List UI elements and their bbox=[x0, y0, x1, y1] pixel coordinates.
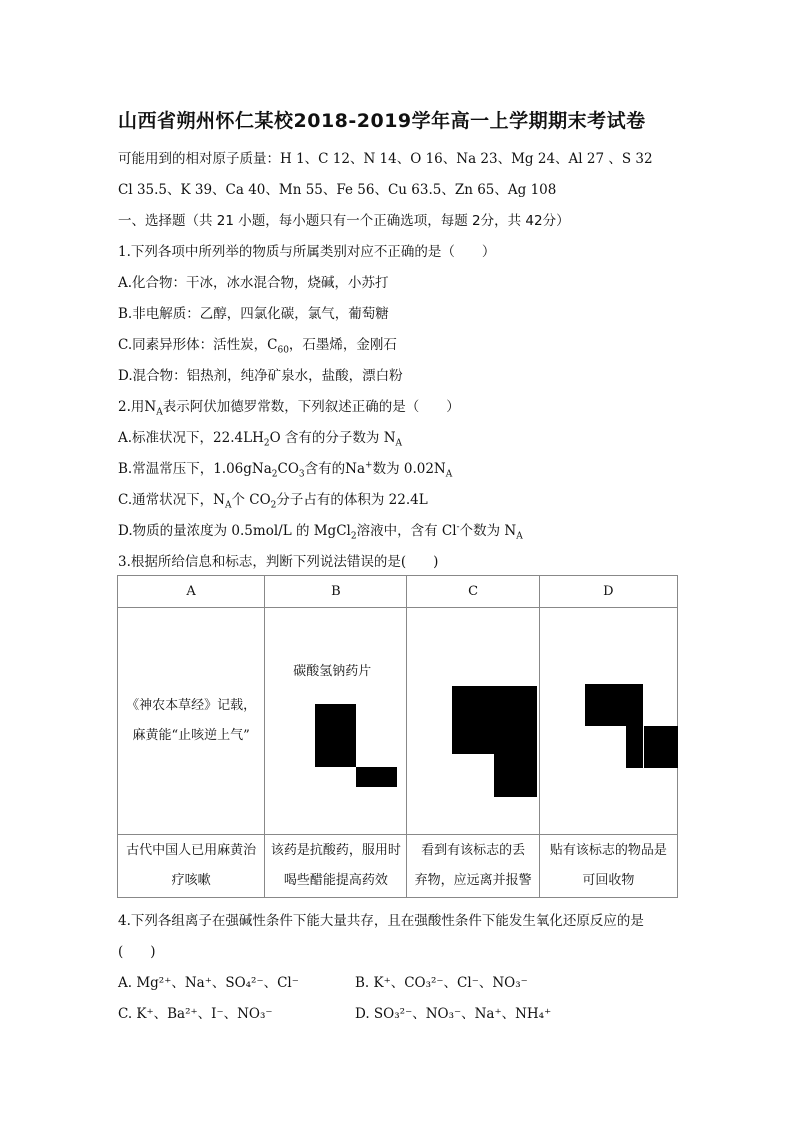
q3-caption-c-1: 看到有该标志的丢 bbox=[421, 843, 526, 858]
q3-caption-a-1: 古代中国人已用麻黄治 bbox=[126, 843, 257, 858]
q2-option-b bbox=[118, 457, 452, 480]
q3-caption-row bbox=[118, 835, 678, 898]
q3-header-b: B bbox=[265, 576, 407, 608]
atomic-mass-line-1: 可能用到的相对原子质量：H 1、C 12、N 14、O 16、Na 23、Mg 24、Al 27 、S 32 bbox=[118, 151, 653, 167]
q2-d-pre: D.物质的量浓度为 0.5mol/L 的 MgCl bbox=[118, 523, 351, 539]
q1-stem: 1.下列各项中所列举的物质与所属类别对应不正确的是（ ） bbox=[118, 244, 496, 260]
q2-b-mid3: 数为 0.02N bbox=[372, 461, 446, 477]
section-heading: 一、选择题（共 21 小题，每小题只有一个正确选项，每题 2分，共 42分） bbox=[118, 213, 570, 229]
q1-option-d: D.混合物：铝热剂，纯净矿泉水，盐酸，漂白粉 bbox=[118, 368, 403, 384]
q3-header-row bbox=[118, 576, 678, 608]
q2-b-sup: + bbox=[365, 460, 373, 471]
q3-d-image-block-2 bbox=[626, 726, 643, 768]
q3-a-text-2: 麻黄能“止咳逆上气” bbox=[132, 728, 250, 743]
q2-b-mid1: CO bbox=[277, 461, 299, 477]
q3-stem: 3.根据所给信息和标志，判断下列说法错误的是( ) bbox=[118, 554, 439, 570]
q3-cell-a-image bbox=[118, 608, 265, 835]
q2-stem bbox=[118, 395, 460, 418]
q2-a-sub2: A bbox=[395, 438, 403, 449]
q2-option-c bbox=[118, 488, 428, 511]
q4-paren: ( ) bbox=[118, 944, 156, 960]
q4-option-c: C. K⁺、Ba²⁺、I⁻、NO₃⁻ bbox=[118, 1006, 273, 1022]
q4-option-a: A. Mg²⁺、Na⁺、SO₄²⁻、Cl⁻ bbox=[118, 975, 299, 991]
q2-a-pre: A.标准状况下，22.4LH bbox=[118, 430, 264, 446]
q2-a-mid: O 含有的分子数为 N bbox=[269, 430, 396, 446]
q2-c-post: 分子占有的体积为 22.4L bbox=[276, 492, 428, 508]
q4-option-d: D. SO₃²⁻、NO₃⁻、Na⁺、NH₄⁺ bbox=[355, 1006, 552, 1022]
q2-d-sup: - bbox=[456, 522, 460, 533]
q2-b-sub1: 2 bbox=[271, 469, 278, 480]
q3-c-image-block-1 bbox=[452, 686, 537, 754]
q2-b-sub3: A bbox=[445, 469, 453, 480]
q3-header-d: D bbox=[539, 576, 677, 608]
q2-d-sub: 2 bbox=[350, 531, 357, 542]
atomic-mass-line-2: Cl 35.5、K 39、Ca 40、Mn 55、Fe 56、Cu 63.5、Zn 65、Ag 108 bbox=[118, 182, 557, 198]
q2-d-sub2: A bbox=[516, 531, 523, 542]
q2-c-pre: C.通常状况下，N bbox=[118, 492, 225, 508]
q2-c-sub2: 2 bbox=[270, 500, 277, 511]
q3-caption-b-2: 喝些醋能提高药效 bbox=[283, 873, 388, 888]
q2-option-d bbox=[118, 519, 523, 542]
q3-a-text-1: 《神农本草经》记载， bbox=[126, 698, 257, 713]
q2-stem-post: 表示阿伏加德罗常数，下列叙述正确的是（ ） bbox=[162, 399, 460, 415]
q2-option-a bbox=[118, 426, 402, 449]
q2-a-sub: 2 bbox=[263, 438, 270, 449]
q1-c-sub: 60 bbox=[277, 345, 289, 356]
q3-caption-b bbox=[265, 835, 407, 898]
q3-cell-c-image bbox=[407, 608, 539, 835]
q2-b-mid2: 含有的Na bbox=[304, 461, 366, 477]
q4-stem: 4.下列各组离子在强碱性条件下能大量共存，且在强酸性条件下能发生氧化还原反应的是 bbox=[118, 913, 644, 929]
q2-stem-sub: A bbox=[156, 407, 163, 418]
q3-c-image-block-2 bbox=[494, 754, 537, 797]
q3-caption-d bbox=[539, 835, 677, 898]
q3-header-a: A bbox=[118, 576, 265, 608]
q3-b-image-block-2 bbox=[356, 767, 397, 787]
q3-caption-a-2: 疗咳嗽 bbox=[171, 873, 211, 888]
q1-option-b: B.非电解质：乙醇，四氯化碳，氯气，葡萄糖 bbox=[118, 306, 389, 322]
q3-b-image-label: 碳酸氢钠药片 bbox=[293, 664, 372, 679]
q2-stem-pre: 2.用N bbox=[118, 399, 157, 415]
q3-image-row bbox=[118, 608, 678, 835]
q3-caption-c-2: 弃物，应远离并报警 bbox=[414, 873, 532, 888]
q2-b-sub2: 3 bbox=[298, 469, 305, 480]
q3-d-image-block-1 bbox=[585, 684, 643, 726]
q3-caption-d-1: 贴有该标志的物品是 bbox=[549, 843, 667, 858]
q2-d-mid: 溶液中，含有 Cl bbox=[356, 523, 457, 539]
q1-option-a: A.化合物：干冰，冰水混合物，烧碱，小苏打 bbox=[118, 275, 389, 291]
q3-d-image-block-3 bbox=[644, 726, 678, 768]
q3-cell-d-image bbox=[539, 608, 677, 835]
q1-option-c bbox=[118, 333, 397, 356]
exam-title: 山西省朔州怀仁某校2018-2019学年高一上学期期末考试卷 bbox=[118, 110, 646, 132]
q3-caption-c bbox=[407, 835, 539, 898]
q3-caption-a bbox=[118, 835, 265, 898]
q2-c-mid: 个 CO bbox=[231, 492, 271, 508]
q2-c-sub: A bbox=[224, 500, 232, 511]
q1-c-post: ，石墨烯，金刚石 bbox=[288, 337, 397, 353]
q3-b-image-block-1 bbox=[315, 704, 356, 767]
q3-table bbox=[117, 575, 678, 898]
q3-cell-b-image bbox=[265, 608, 407, 835]
q3-caption-d-2: 可回收物 bbox=[582, 873, 635, 888]
q2-d-mid2: 个数为 N bbox=[459, 523, 517, 539]
q3-header-c: C bbox=[407, 576, 539, 608]
q3-caption-b-1: 该药是抗酸药，服用时 bbox=[270, 843, 401, 858]
q1-c-pre: C.同素异形体：活性炭，C bbox=[118, 337, 278, 353]
q2-b-pre: B.常温常压下，1.06gNa bbox=[118, 461, 272, 477]
q4-option-b: B. K⁺、CO₃²⁻、Cl⁻、NO₃⁻ bbox=[355, 975, 528, 991]
